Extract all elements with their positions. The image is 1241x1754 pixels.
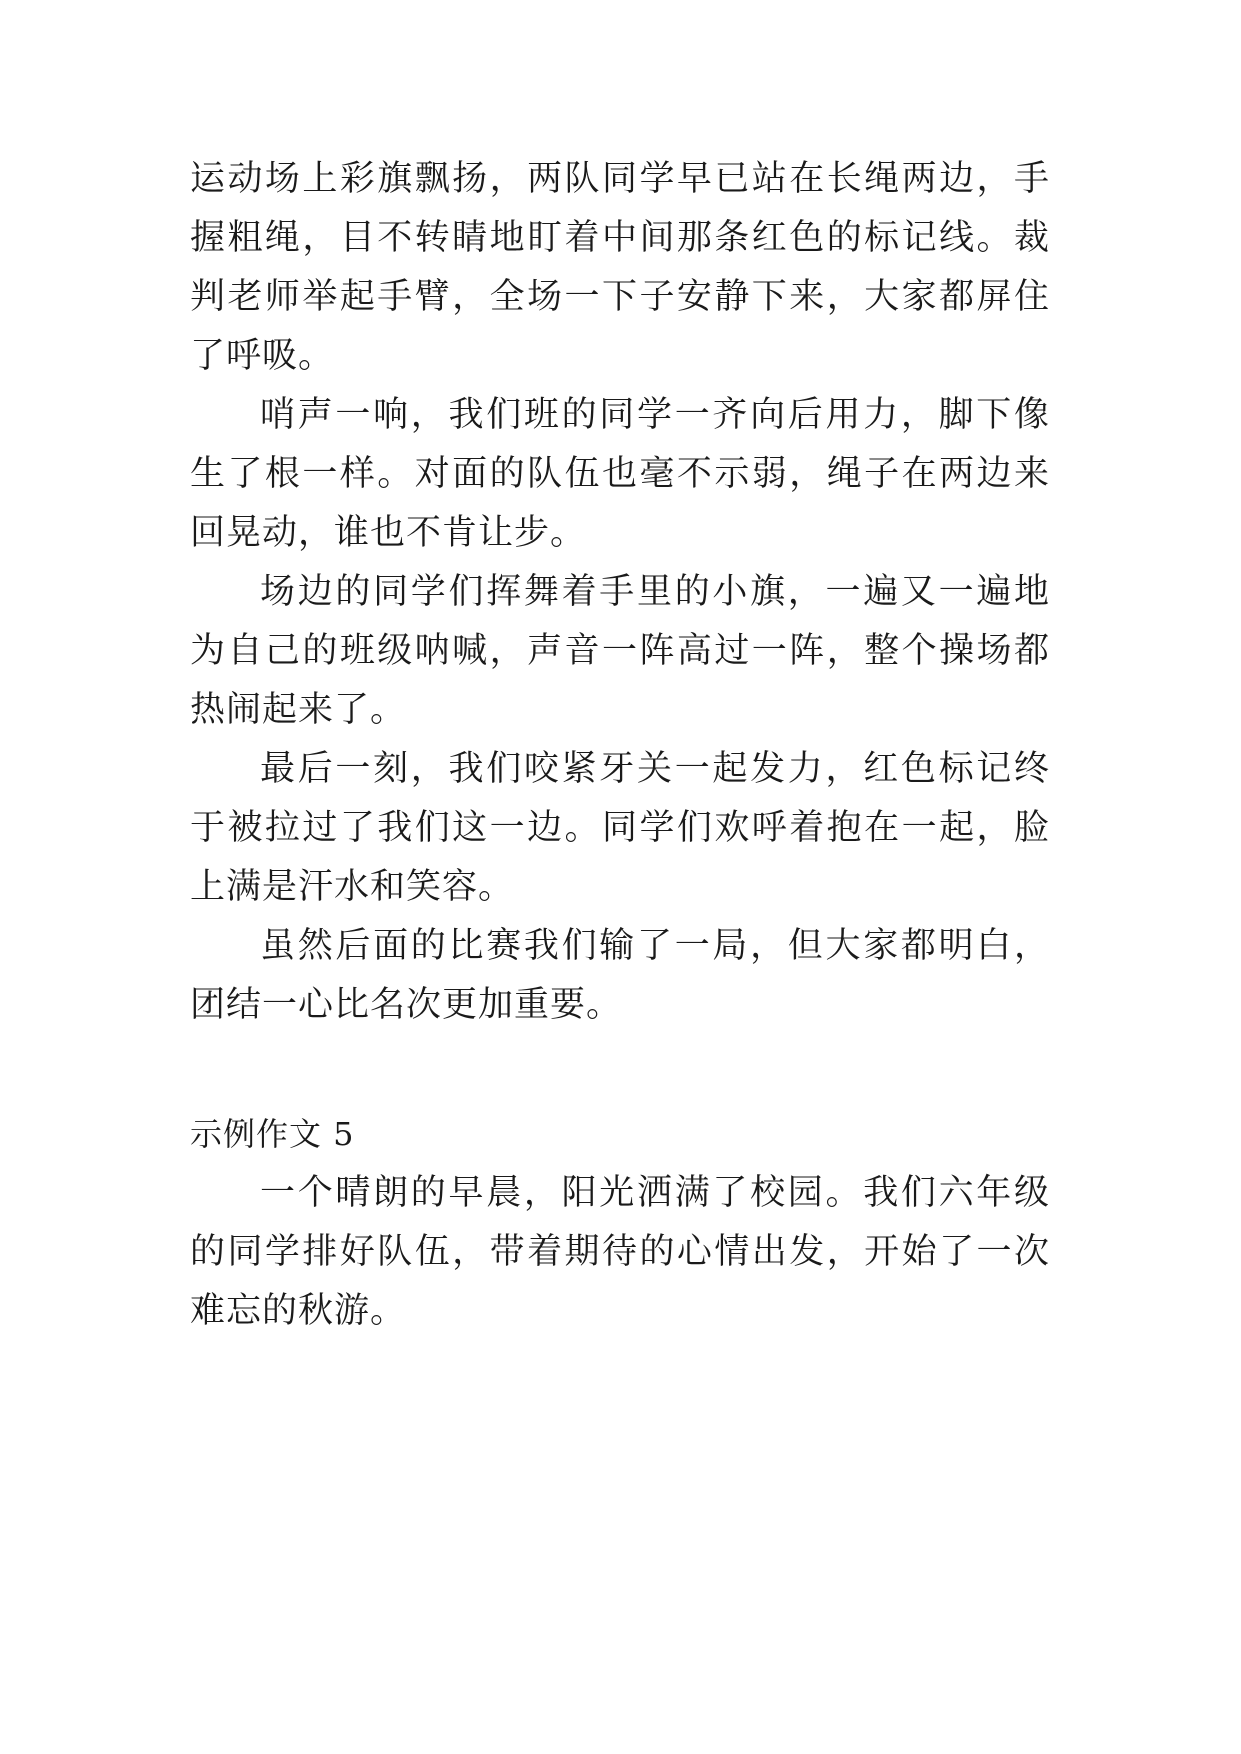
paragraph: 场边的同学们挥舞着手里的小旗，一遍又一遍地为自己的班级呐喊，声音一阵高过一阵，整个操场都热闹起来了。 bbox=[190, 572, 1050, 730]
section-body-text bbox=[190, 1164, 1050, 1341]
text-column bbox=[190, 150, 1050, 1341]
paragraph: 运动场上彩旗飘扬，两队同学早已站在长绳两边，手握粗绳，目不转睛地盯着中间那条红色的标记线。裁判老师举起手臂，全场一下子安静下来，大家都屏住了呼吸。 bbox=[190, 159, 1050, 376]
paragraph: 虽然后面的比赛我们输了一局，但大家都明白，团结一心比名次更加重要。 bbox=[190, 926, 1050, 1025]
paragraph: 一个晴朗的早晨，阳光洒满了校园。我们六年级的同学排好队伍，带着期待的心情出发，开始了一次难忘的秋游。 bbox=[190, 1173, 1050, 1331]
section-heading: 示例作文 5 bbox=[190, 1115, 355, 1153]
paragraph: 哨声一响，我们班的同学一齐向后用力，脚下像生了根一样。对面的队伍也毫不示弱，绳子在两边来回晃动，谁也不肯让步。 bbox=[190, 395, 1050, 553]
body-text bbox=[190, 150, 1050, 1035]
paragraph: 最后一刻，我们咬紧牙关一起发力，红色标记终于被拉过了我们这一边。同学们欢呼着抱在一起，脸上满是汗水和笑容。 bbox=[190, 749, 1050, 907]
